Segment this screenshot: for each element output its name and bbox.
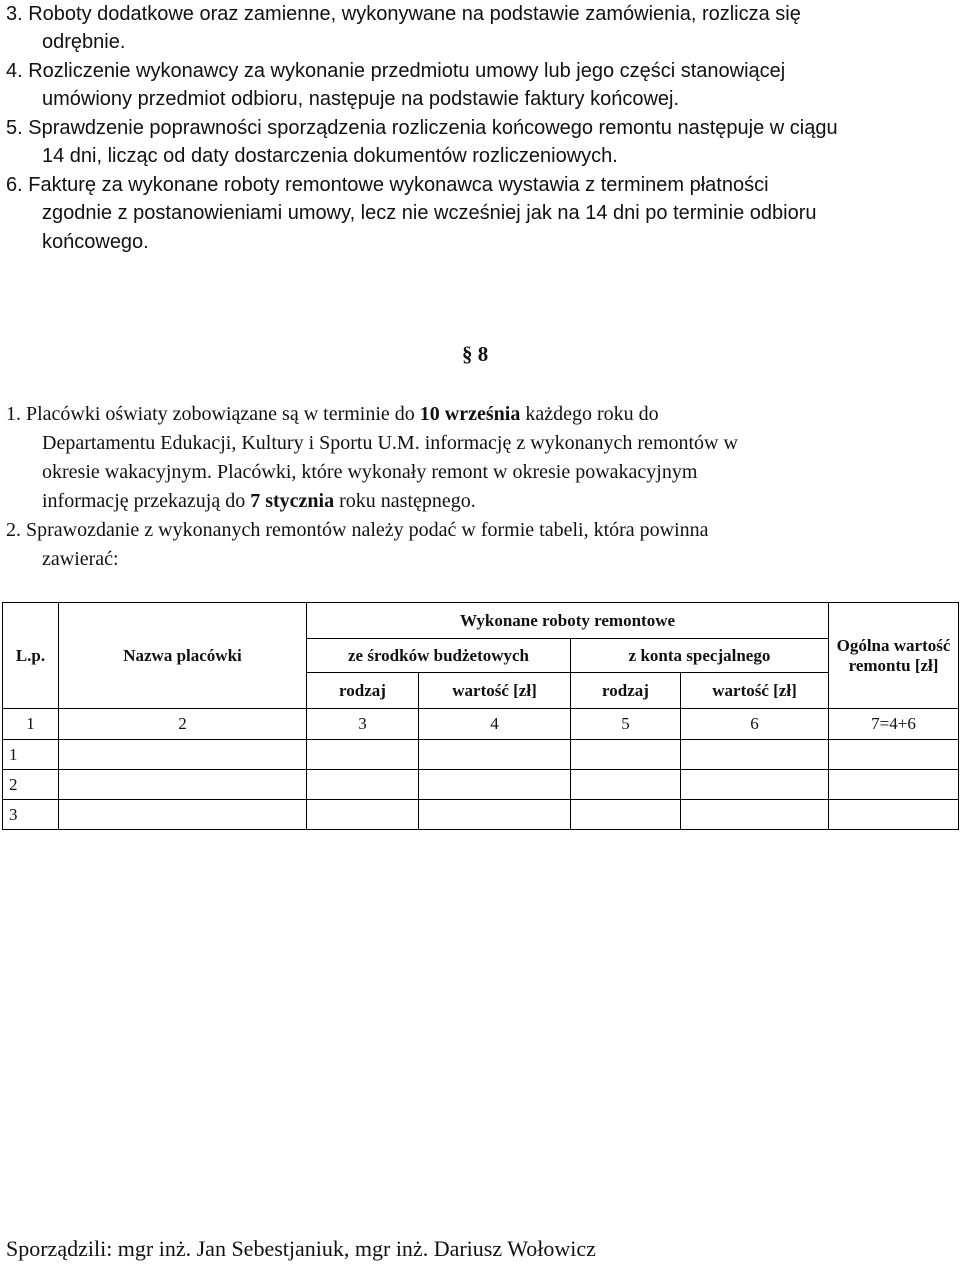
point-1-line-4	[42, 487, 476, 516]
table-cell	[59, 740, 307, 770]
point-5-line-2: 14 dni, licząc od daty dostarczenia dokumentów rozliczeniowych.	[42, 145, 618, 167]
table-cell	[829, 770, 959, 800]
point-1-line-2: Departamentu Edukacji, Kultury i Sportu U.M. informację z wykonanych remontów w	[42, 432, 738, 454]
header-value-budget: wartość [zł]	[419, 673, 571, 709]
deadline-september: 10 września	[419, 403, 521, 425]
point-6-line-3: końcowego.	[42, 231, 149, 253]
table-cell	[681, 740, 829, 770]
point-1-line-3: okresie wakacyjnym. Placówki, które wykonały remont w okresie powakacyjnym	[42, 461, 698, 483]
point-1-text-a: 1. Placówki oświaty zobowiązane są w terminie do	[6, 403, 415, 425]
table-cell	[571, 770, 681, 800]
section-heading: § 8	[462, 342, 489, 366]
table-cell	[829, 740, 959, 770]
column-number: 7=4+6	[829, 709, 959, 740]
column-number: 2	[59, 709, 307, 740]
header-value-special: wartość [zł]	[681, 673, 829, 709]
column-number: 4	[419, 709, 571, 740]
table-cell	[59, 770, 307, 800]
table-row	[3, 770, 959, 800]
point-3-line-1: 3. Roboty dodatkowe oraz zamienne, wykonywane na podstawie zamówienia, rozlicza się	[6, 3, 801, 25]
table-cell	[571, 800, 681, 830]
header-works-done: Wykonane roboty remontowe	[307, 603, 829, 639]
header-kind-special: rodzaj	[571, 673, 681, 709]
table-cell	[571, 740, 681, 770]
point-2-line-1: 2. Sprawozdanie z wykonanych remontów należy podać w formie tabeli, która powinna	[6, 519, 709, 541]
point-1-text-b: każdego roku do	[525, 403, 659, 425]
point-5-line-1: 5. Sprawdzenie poprawności sporządzenia rozliczenia końcowego remontu następuje w ciągu	[6, 117, 838, 139]
column-number: 1	[3, 709, 59, 740]
table-cell	[681, 800, 829, 830]
column-number-row	[3, 709, 959, 740]
table-cell	[829, 800, 959, 830]
header-budget-funds: ze środków budżetowych	[307, 639, 571, 673]
table-row	[3, 800, 959, 830]
report-table	[2, 602, 959, 830]
point-1-line-4-b: roku następnego.	[339, 490, 476, 512]
column-number: 3	[307, 709, 419, 740]
table-cell	[419, 770, 571, 800]
row-number: 3	[3, 800, 59, 830]
header-facility-name: Nazwa placówki	[59, 603, 307, 709]
header-special-account: z konta specjalnego	[571, 639, 829, 673]
header-total-value: Ogólna wartość remontu [zł]	[829, 603, 959, 709]
table-cell	[59, 800, 307, 830]
point-3-line-2: odrębnie.	[42, 31, 126, 53]
table-cell	[681, 770, 829, 800]
table-cell	[307, 770, 419, 800]
point-2-line-2: zawierać:	[42, 548, 119, 570]
point-1-line-4-a: informację przekazują do	[42, 490, 246, 512]
table-cell	[307, 800, 419, 830]
row-number: 1	[3, 740, 59, 770]
row-number: 2	[3, 770, 59, 800]
point-4-line-1: 4. Rozliczenie wykonawcy za wykonanie przedmiotu umowy lub jego części stanowiącej	[6, 60, 786, 82]
header-lp: L.p.	[3, 603, 59, 709]
table-cell	[419, 800, 571, 830]
deadline-january: 7 stycznia	[250, 490, 335, 512]
column-number: 6	[681, 709, 829, 740]
table-cell	[419, 740, 571, 770]
point-4-line-2: umówiony przedmiot odbioru, następuje na podstawie faktury końcowej.	[42, 88, 680, 110]
signature-line: Sporządzili: mgr inż. Jan Sebestjaniuk, mgr inż. Dariusz Wołowicz	[6, 1236, 596, 1261]
column-number: 5	[571, 709, 681, 740]
point-6-line-2: zgodnie z postanowieniami umowy, lecz nie wcześniej jak na 14 dni po terminie odbioru	[42, 202, 817, 224]
point-6-line-1: 6. Fakturę za wykonane roboty remontowe wykonawca wystawia z terminem płatności	[6, 174, 769, 196]
header-kind-budget: rodzaj	[307, 673, 419, 709]
table-cell	[307, 740, 419, 770]
table-row	[3, 740, 959, 770]
point-1-line-1	[6, 400, 952, 429]
